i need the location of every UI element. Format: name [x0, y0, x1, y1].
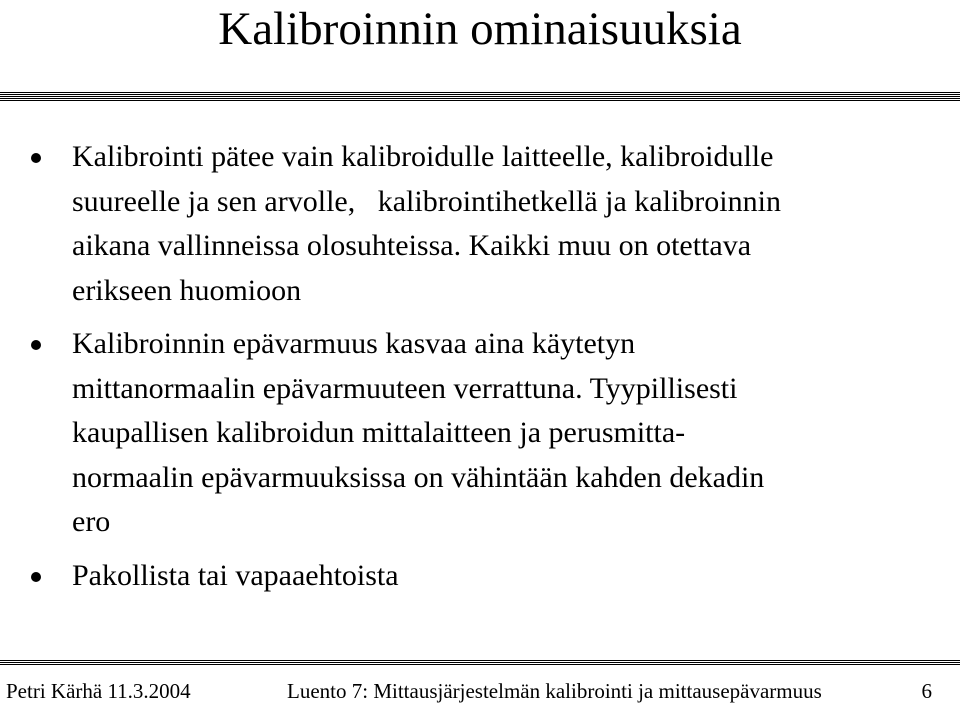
bullet-line: kaupallisen kalibroidun mittalaitteen ja perusmitta- [72, 416, 686, 449]
bullet-line: erikseen huomioon [72, 273, 302, 307]
slide-footer [0, 676, 960, 706]
bullet-item-1 [0, 135, 960, 313]
bullet-dot-icon [31, 572, 41, 582]
bullet-list [0, 135, 960, 607]
footer-divider [0, 660, 960, 665]
bullet-line: Kalibroinnin epävarmuus kasvaa aina käytetyn [72, 327, 636, 360]
bullet-dot-icon [31, 153, 41, 163]
bullet-line: Pakollista tai vapaaehtoista [72, 558, 399, 592]
bullet-line: normaalin epävarmuuksissa on vähintään kahden dekadin [72, 460, 765, 494]
bullet-item-2 [0, 322, 960, 545]
footer-page-number: 6 [921, 679, 932, 703]
bullet-line: suureelle ja sen arvolle, kalibrointihetkellä ja kalibroinnin [72, 184, 781, 218]
title-divider [0, 92, 960, 101]
bullet-line: aikana vallinneissa olosuhteissa. Kaikki muu on otettava [72, 229, 752, 262]
bullet-item-3 [0, 554, 960, 599]
bullet-line: Kalibrointi pätee vain kalibroidulle laitteelle, kalibroidulle [72, 140, 774, 173]
bullet-dot-icon [31, 340, 41, 350]
footer-lecture-title: Luento 7: Mittausjärjestelmän kalibrointi ja mittausepävarmuus [287, 679, 822, 703]
slide-title: Kalibroinnin ominaisuuksia [218, 3, 742, 55]
bullet-line: ero [72, 505, 111, 538]
bullet-line: mittanormaalin epävarmuuteen verrattuna. Tyypillisesti [72, 371, 738, 405]
footer-author-date: Petri Kärhä 11.3.2004 [6, 679, 191, 703]
